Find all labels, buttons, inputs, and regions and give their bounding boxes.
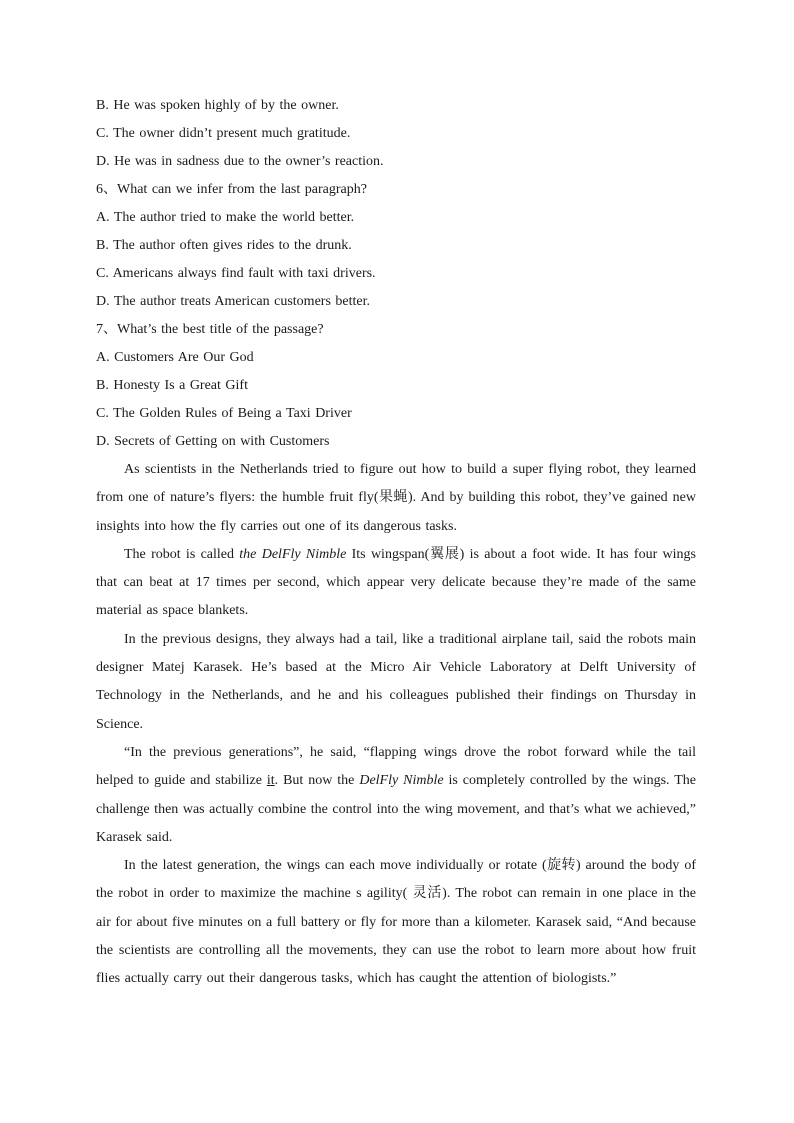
p2-robot-name: the DelFly Nimble: [239, 546, 347, 562]
passage-paragraph-5: In the latest generation, the wings can each move individually or rotate (旋转) around the body of the robot in order to maximize the machine s agility( 灵活). The robot can remain in one place in the air for about five minutes on a full battery or fly for more than a kilometer. Karasek said, “And because the scientists are controlling all the movements, they can use the robot to learn more about how fruit flies actually carry out their dangerous tasks, which has caught the attention of biologists.”: [96, 858, 696, 987]
option-d-q7: D. Secrets of Getting on with Customers: [96, 434, 330, 449]
passage-paragraph-1: As scientists in the Netherlands tried to figure out how to build a super flying robot, they learned from one of nature’s flyers: the humble fruit fly(果蝇). And by building this robot, they’ve gained new insights into how the fly carries out one of its dangerous tasks.: [96, 462, 696, 534]
option-c-q5: C. The owner didn’t present much gratitude.: [96, 126, 351, 141]
p4-text-b: . But now the: [274, 773, 360, 789]
p4-robot-name: DelFly Nimble: [359, 773, 444, 789]
option-d-q5: D. He was in sadness due to the owner’s reaction.: [96, 154, 384, 169]
option-a-q7: A. Customers Are Our God: [96, 350, 254, 365]
passage-paragraph-3: In the previous designs, they always had a tail, like a traditional airplane tail, said the robots main designer Matej Karasek. He’s based at the Micro Air Vehicle Laboratory at Delft University of Technology in the Netherlands, and he and his colleagues published their findings on Thursday in Science.: [96, 631, 696, 732]
p4-text-c: is completely controlled by the wings. The challenge then was actually combine the control into the wing movement, and that’s what we achieved,” Karasek said.: [96, 773, 696, 845]
option-c-q7: C. The Golden Rules of Being a Taxi Driver: [96, 406, 352, 421]
option-b-q5: B. He was spoken highly of by the owner.: [96, 98, 339, 113]
passage-paragraph-4: [96, 739, 696, 852]
document-page: [96, 92, 696, 994]
question-7: 7、What’s the best title of the passage?: [96, 322, 324, 337]
option-b-q7: B. Honesty Is a Great Gift: [96, 378, 248, 393]
question-6: 6、What can we infer from the last paragraph?: [96, 182, 367, 197]
passage-paragraph-2: [96, 541, 696, 626]
option-c-q6: C. Americans always find fault with taxi drivers.: [96, 266, 376, 281]
option-b-q6: B. The author often gives rides to the drunk.: [96, 238, 352, 253]
p2-text-a: The robot is called: [124, 546, 240, 562]
p2-text-b: Its wingspan(翼展) is about a foot wide. It has four wings that can beat at 17 times per second, which appear very delicate because they’re made of the same material as space blankets.: [96, 546, 696, 619]
option-d-q6: D. The author treats American customers better.: [96, 294, 370, 309]
option-a-q6: A. The author tried to make the world better.: [96, 210, 355, 225]
p4-underlined-it: it: [266, 773, 275, 789]
p4-text-a: “In the previous generations”, he said, “flapping wings drove the robot forward while the tail helped to guide and stabilize: [96, 744, 696, 789]
